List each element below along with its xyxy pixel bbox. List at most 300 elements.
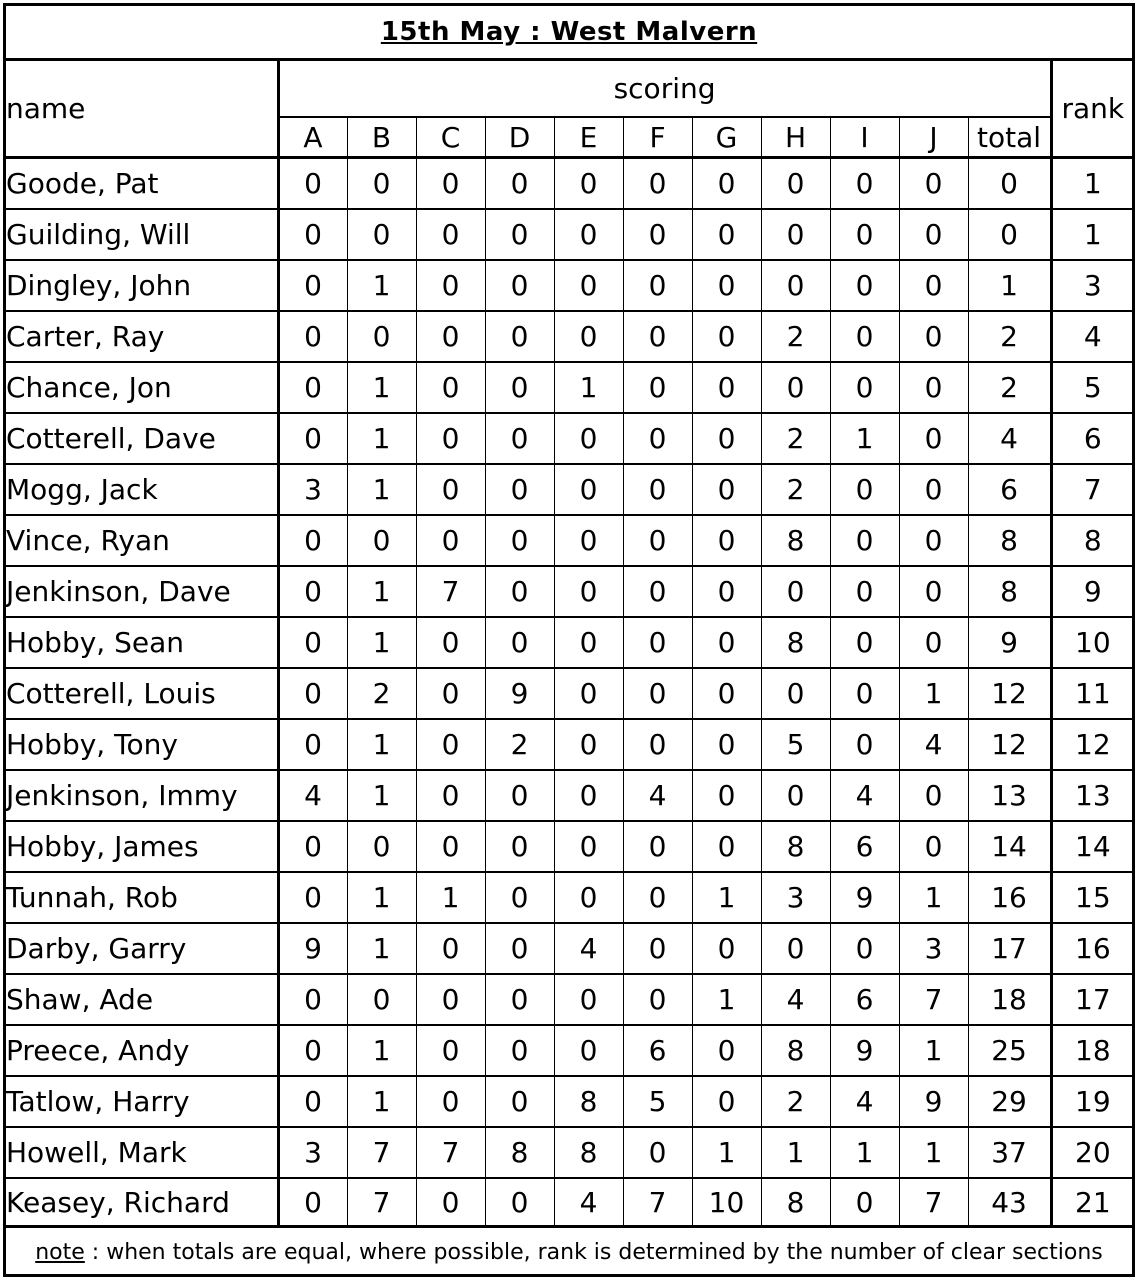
rank-cell: 10 xyxy=(1051,617,1133,668)
score-cell-a: 0 xyxy=(278,872,347,923)
score-cell-h: 2 xyxy=(761,1076,830,1127)
score-cell-d: 0 xyxy=(485,158,554,210)
score-cell-f: 5 xyxy=(623,1076,692,1127)
score-cell-f: 0 xyxy=(623,617,692,668)
competitor-name: Goode, Pat xyxy=(6,158,278,210)
score-cell-a: 0 xyxy=(278,974,347,1025)
score-cell-a: 0 xyxy=(278,515,347,566)
score-cell-c: 0 xyxy=(416,617,485,668)
score-cell-a: 0 xyxy=(278,719,347,770)
rank-cell: 14 xyxy=(1051,821,1133,872)
competitor-name: Cotterell, Louis xyxy=(6,668,278,719)
score-cell-j: 0 xyxy=(899,515,968,566)
sheet-title xyxy=(6,6,1132,61)
score-cell-c: 0 xyxy=(416,515,485,566)
score-cell-c: 0 xyxy=(416,974,485,1025)
score-cell-j: 0 xyxy=(899,158,968,210)
section-header-b: B xyxy=(347,117,416,158)
score-cell-f: 0 xyxy=(623,923,692,974)
score-cell-g: 0 xyxy=(692,1076,761,1127)
table-row xyxy=(6,1127,1133,1178)
total-cell: 16 xyxy=(968,872,1051,923)
total-cell: 29 xyxy=(968,1076,1051,1127)
score-cell-d: 0 xyxy=(485,770,554,821)
score-cell-c: 7 xyxy=(416,566,485,617)
score-cell-j: 0 xyxy=(899,362,968,413)
score-cell-i: 9 xyxy=(830,1025,899,1076)
score-cell-d: 8 xyxy=(485,1127,554,1178)
score-cell-i: 0 xyxy=(830,464,899,515)
score-cell-j: 7 xyxy=(899,1178,968,1227)
score-cell-i: 1 xyxy=(830,413,899,464)
score-cell-j: 0 xyxy=(899,821,968,872)
score-cell-b: 0 xyxy=(347,311,416,362)
score-cell-f: 0 xyxy=(623,464,692,515)
score-cell-i: 0 xyxy=(830,566,899,617)
score-cell-c: 0 xyxy=(416,413,485,464)
score-cell-j: 4 xyxy=(899,719,968,770)
score-cell-e: 0 xyxy=(554,872,623,923)
total-cell: 9 xyxy=(968,617,1051,668)
competitor-name: Shaw, Ade xyxy=(6,974,278,1025)
score-cell-e: 0 xyxy=(554,821,623,872)
score-cell-e: 0 xyxy=(554,617,623,668)
score-cell-f: 0 xyxy=(623,158,692,210)
score-cell-e: 0 xyxy=(554,464,623,515)
score-cell-i: 4 xyxy=(830,770,899,821)
score-cell-h: 0 xyxy=(761,209,830,260)
score-cell-g: 0 xyxy=(692,719,761,770)
score-cell-h: 8 xyxy=(761,1178,830,1227)
rank-cell: 3 xyxy=(1051,260,1133,311)
competitor-name: Jenkinson, Immy xyxy=(6,770,278,821)
rank-cell: 20 xyxy=(1051,1127,1133,1178)
score-cell-g: 0 xyxy=(692,668,761,719)
score-cell-c: 0 xyxy=(416,770,485,821)
score-cell-i: 0 xyxy=(830,668,899,719)
score-cell-g: 0 xyxy=(692,158,761,210)
competitor-name: Dingley, John xyxy=(6,260,278,311)
total-cell: 14 xyxy=(968,821,1051,872)
score-cell-b: 1 xyxy=(347,719,416,770)
section-header-d: D xyxy=(485,117,554,158)
score-cell-j: 9 xyxy=(899,1076,968,1127)
competitor-name: Hobby, Tony xyxy=(6,719,278,770)
score-cell-j: 0 xyxy=(899,209,968,260)
table-row xyxy=(6,719,1133,770)
table-header xyxy=(6,61,1133,158)
score-cell-d: 0 xyxy=(485,566,554,617)
score-cell-e: 0 xyxy=(554,1025,623,1076)
rank-cell: 8 xyxy=(1051,515,1133,566)
score-cell-e: 0 xyxy=(554,719,623,770)
score-cell-i: 0 xyxy=(830,515,899,566)
competitor-name: Mogg, Jack xyxy=(6,464,278,515)
score-cell-a: 4 xyxy=(278,770,347,821)
score-cell-a: 0 xyxy=(278,413,347,464)
total-cell: 2 xyxy=(968,362,1051,413)
score-cell-a: 0 xyxy=(278,1025,347,1076)
score-cell-c: 0 xyxy=(416,362,485,413)
score-cell-h: 0 xyxy=(761,770,830,821)
score-cell-h: 0 xyxy=(761,260,830,311)
rank-cell: 16 xyxy=(1051,923,1133,974)
score-cell-i: 0 xyxy=(830,158,899,210)
score-cell-b: 1 xyxy=(347,617,416,668)
total-cell: 25 xyxy=(968,1025,1051,1076)
score-cell-g: 0 xyxy=(692,566,761,617)
score-cell-i: 6 xyxy=(830,821,899,872)
table-row xyxy=(6,821,1133,872)
rank-cell: 17 xyxy=(1051,974,1133,1025)
score-cell-i: 9 xyxy=(830,872,899,923)
score-cell-d: 9 xyxy=(485,668,554,719)
score-cell-d: 0 xyxy=(485,311,554,362)
competitor-name: Cotterell, Dave xyxy=(6,413,278,464)
score-cell-i: 6 xyxy=(830,974,899,1025)
score-cell-g: 0 xyxy=(692,515,761,566)
score-cell-b: 0 xyxy=(347,974,416,1025)
score-cell-e: 0 xyxy=(554,668,623,719)
section-header-h: H xyxy=(761,117,830,158)
score-cell-d: 0 xyxy=(485,821,554,872)
score-cell-g: 0 xyxy=(692,311,761,362)
results-table xyxy=(6,61,1133,1228)
score-cell-f: 0 xyxy=(623,311,692,362)
total-cell: 18 xyxy=(968,974,1051,1025)
total-cell: 37 xyxy=(968,1127,1051,1178)
score-cell-j: 1 xyxy=(899,1127,968,1178)
total-cell: 1 xyxy=(968,260,1051,311)
score-cell-a: 0 xyxy=(278,311,347,362)
total-cell: 2 xyxy=(968,311,1051,362)
table-row xyxy=(6,362,1133,413)
table-row xyxy=(6,1178,1133,1227)
table-row xyxy=(6,872,1133,923)
score-cell-d: 0 xyxy=(485,974,554,1025)
score-cell-d: 0 xyxy=(485,1076,554,1127)
score-cell-a: 0 xyxy=(278,158,347,210)
score-cell-b: 0 xyxy=(347,515,416,566)
score-cell-b: 1 xyxy=(347,260,416,311)
table-row xyxy=(6,923,1133,974)
score-cell-i: 0 xyxy=(830,209,899,260)
score-cell-b: 1 xyxy=(347,464,416,515)
total-cell: 8 xyxy=(968,515,1051,566)
score-cell-d: 0 xyxy=(485,413,554,464)
score-cell-f: 0 xyxy=(623,413,692,464)
score-cell-f: 0 xyxy=(623,719,692,770)
score-cell-f: 6 xyxy=(623,1025,692,1076)
score-cell-e: 0 xyxy=(554,770,623,821)
table-row xyxy=(6,464,1133,515)
score-cell-h: 0 xyxy=(761,566,830,617)
score-cell-c: 0 xyxy=(416,260,485,311)
rank-cell: 4 xyxy=(1051,311,1133,362)
score-cell-j: 0 xyxy=(899,464,968,515)
note-text: : when totals are equal, where possible, rank is determined by the number of clear sections xyxy=(84,1239,1103,1265)
total-cell: 0 xyxy=(968,158,1051,210)
score-cell-b: 7 xyxy=(347,1178,416,1227)
competitor-name: Jenkinson, Dave xyxy=(6,566,278,617)
score-cell-f: 0 xyxy=(623,362,692,413)
table-row xyxy=(6,974,1133,1025)
score-cell-e: 0 xyxy=(554,209,623,260)
score-cell-h: 1 xyxy=(761,1127,830,1178)
score-cell-g: 0 xyxy=(692,209,761,260)
score-cell-a: 0 xyxy=(278,362,347,413)
score-cell-g: 0 xyxy=(692,362,761,413)
score-cell-a: 3 xyxy=(278,1127,347,1178)
rank-cell: 19 xyxy=(1051,1076,1133,1127)
rank-cell: 1 xyxy=(1051,158,1133,210)
score-cell-g: 1 xyxy=(692,872,761,923)
table-row xyxy=(6,209,1133,260)
score-cell-a: 0 xyxy=(278,1076,347,1127)
competitor-name: Hobby, James xyxy=(6,821,278,872)
score-cell-h: 2 xyxy=(761,464,830,515)
section-header-g: G xyxy=(692,117,761,158)
rank-header: rank xyxy=(1051,61,1133,158)
section-header-f: F xyxy=(623,117,692,158)
score-cell-c: 7 xyxy=(416,1127,485,1178)
section-header-c: C xyxy=(416,117,485,158)
score-cell-j: 0 xyxy=(899,566,968,617)
score-cell-d: 0 xyxy=(485,1025,554,1076)
score-cell-f: 0 xyxy=(623,209,692,260)
score-cell-e: 0 xyxy=(554,974,623,1025)
score-cell-d: 0 xyxy=(485,260,554,311)
score-cell-j: 1 xyxy=(899,668,968,719)
score-cell-a: 0 xyxy=(278,821,347,872)
score-cell-i: 0 xyxy=(830,311,899,362)
competitor-name: Guilding, Will xyxy=(6,209,278,260)
score-cell-c: 0 xyxy=(416,209,485,260)
competitor-name: Chance, Jon xyxy=(6,362,278,413)
score-cell-h: 8 xyxy=(761,1025,830,1076)
total-cell: 17 xyxy=(968,923,1051,974)
score-cell-g: 0 xyxy=(692,1025,761,1076)
score-cell-f: 0 xyxy=(623,260,692,311)
score-cell-c: 0 xyxy=(416,464,485,515)
table-row xyxy=(6,566,1133,617)
score-cell-j: 0 xyxy=(899,413,968,464)
score-cell-c: 0 xyxy=(416,311,485,362)
rank-cell: 9 xyxy=(1051,566,1133,617)
competitor-name: Howell, Mark xyxy=(6,1127,278,1178)
score-cell-g: 0 xyxy=(692,413,761,464)
score-cell-b: 1 xyxy=(347,1025,416,1076)
score-cell-b: 0 xyxy=(347,209,416,260)
score-cell-c: 0 xyxy=(416,923,485,974)
table-body xyxy=(6,158,1133,1227)
score-cell-i: 0 xyxy=(830,923,899,974)
section-header-e: E xyxy=(554,117,623,158)
score-cell-d: 0 xyxy=(485,923,554,974)
competitor-name: Carter, Ray xyxy=(6,311,278,362)
score-cell-b: 0 xyxy=(347,158,416,210)
score-cell-c: 1 xyxy=(416,872,485,923)
score-cell-a: 0 xyxy=(278,1178,347,1227)
rank-cell: 18 xyxy=(1051,1025,1133,1076)
score-cell-a: 0 xyxy=(278,209,347,260)
score-cell-b: 1 xyxy=(347,362,416,413)
score-cell-f: 0 xyxy=(623,515,692,566)
score-cell-h: 4 xyxy=(761,974,830,1025)
section-header-a: A xyxy=(278,117,347,158)
score-cell-b: 1 xyxy=(347,413,416,464)
score-cell-d: 2 xyxy=(485,719,554,770)
competitor-name: Vince, Ryan xyxy=(6,515,278,566)
score-cell-g: 0 xyxy=(692,617,761,668)
score-cell-f: 0 xyxy=(623,821,692,872)
note-label: note xyxy=(35,1239,85,1265)
name-header: name xyxy=(6,61,278,158)
score-cell-h: 3 xyxy=(761,872,830,923)
score-cell-e: 8 xyxy=(554,1127,623,1178)
score-cell-j: 1 xyxy=(899,872,968,923)
score-cell-f: 0 xyxy=(623,566,692,617)
score-cell-a: 3 xyxy=(278,464,347,515)
total-header: total xyxy=(968,117,1051,158)
score-cell-h: 0 xyxy=(761,362,830,413)
total-cell: 12 xyxy=(968,668,1051,719)
score-cell-c: 0 xyxy=(416,719,485,770)
total-cell: 6 xyxy=(968,464,1051,515)
total-cell: 0 xyxy=(968,209,1051,260)
results-sheet xyxy=(3,3,1135,1277)
score-cell-f: 0 xyxy=(623,1127,692,1178)
rank-cell: 5 xyxy=(1051,362,1133,413)
score-cell-i: 0 xyxy=(830,260,899,311)
score-cell-b: 2 xyxy=(347,668,416,719)
score-cell-h: 0 xyxy=(761,923,830,974)
score-cell-j: 0 xyxy=(899,260,968,311)
score-cell-i: 0 xyxy=(830,1178,899,1227)
score-cell-f: 7 xyxy=(623,1178,692,1227)
competitor-name: Darby, Garry xyxy=(6,923,278,974)
score-cell-h: 0 xyxy=(761,158,830,210)
score-cell-c: 0 xyxy=(416,668,485,719)
score-cell-c: 0 xyxy=(416,1025,485,1076)
footnote xyxy=(6,1230,1132,1274)
score-cell-c: 0 xyxy=(416,158,485,210)
score-cell-e: 4 xyxy=(554,1178,623,1227)
title-text: 15th May : West Malvern xyxy=(380,17,758,47)
score-cell-h: 5 xyxy=(761,719,830,770)
competitor-name: Tatlow, Harry xyxy=(6,1076,278,1127)
table-row xyxy=(6,311,1133,362)
score-cell-b: 1 xyxy=(347,1076,416,1127)
score-cell-h: 8 xyxy=(761,515,830,566)
score-cell-h: 8 xyxy=(761,821,830,872)
table-row xyxy=(6,515,1133,566)
score-cell-e: 0 xyxy=(554,566,623,617)
score-cell-i: 0 xyxy=(830,719,899,770)
score-cell-b: 7 xyxy=(347,1127,416,1178)
total-cell: 8 xyxy=(968,566,1051,617)
score-cell-j: 3 xyxy=(899,923,968,974)
score-cell-a: 9 xyxy=(278,923,347,974)
score-cell-b: 0 xyxy=(347,821,416,872)
rank-cell: 13 xyxy=(1051,770,1133,821)
score-cell-j: 0 xyxy=(899,770,968,821)
score-cell-f: 0 xyxy=(623,668,692,719)
total-cell: 4 xyxy=(968,413,1051,464)
score-cell-h: 2 xyxy=(761,311,830,362)
score-cell-c: 0 xyxy=(416,1178,485,1227)
score-cell-a: 0 xyxy=(278,617,347,668)
total-cell: 13 xyxy=(968,770,1051,821)
score-cell-e: 0 xyxy=(554,413,623,464)
score-cell-f: 4 xyxy=(623,770,692,821)
score-cell-i: 0 xyxy=(830,362,899,413)
score-cell-e: 0 xyxy=(554,158,623,210)
rank-cell: 11 xyxy=(1051,668,1133,719)
score-cell-a: 0 xyxy=(278,260,347,311)
score-cell-e: 4 xyxy=(554,923,623,974)
score-cell-b: 1 xyxy=(347,923,416,974)
table-row xyxy=(6,770,1133,821)
score-cell-d: 0 xyxy=(485,209,554,260)
score-cell-a: 0 xyxy=(278,566,347,617)
rank-cell: 15 xyxy=(1051,872,1133,923)
score-cell-i: 1 xyxy=(830,1127,899,1178)
score-cell-g: 0 xyxy=(692,464,761,515)
score-cell-h: 0 xyxy=(761,668,830,719)
score-cell-j: 0 xyxy=(899,617,968,668)
score-cell-g: 0 xyxy=(692,923,761,974)
score-cell-d: 0 xyxy=(485,362,554,413)
rank-cell: 12 xyxy=(1051,719,1133,770)
score-cell-d: 0 xyxy=(485,515,554,566)
score-cell-g: 0 xyxy=(692,260,761,311)
table-row xyxy=(6,413,1133,464)
score-cell-g: 0 xyxy=(692,770,761,821)
score-cell-g: 1 xyxy=(692,1127,761,1178)
rank-cell: 21 xyxy=(1051,1178,1133,1227)
score-cell-i: 4 xyxy=(830,1076,899,1127)
score-cell-d: 0 xyxy=(485,617,554,668)
score-cell-g: 10 xyxy=(692,1178,761,1227)
score-cell-i: 0 xyxy=(830,617,899,668)
score-cell-b: 1 xyxy=(347,770,416,821)
score-cell-a: 0 xyxy=(278,668,347,719)
score-cell-g: 0 xyxy=(692,821,761,872)
score-cell-h: 8 xyxy=(761,617,830,668)
score-cell-j: 7 xyxy=(899,974,968,1025)
score-cell-d: 0 xyxy=(485,464,554,515)
table-row xyxy=(6,668,1133,719)
total-cell: 12 xyxy=(968,719,1051,770)
table-row xyxy=(6,1025,1133,1076)
score-cell-e: 0 xyxy=(554,260,623,311)
score-cell-g: 1 xyxy=(692,974,761,1025)
table-row xyxy=(6,617,1133,668)
score-cell-d: 0 xyxy=(485,872,554,923)
score-cell-e: 1 xyxy=(554,362,623,413)
competitor-name: Keasey, Richard xyxy=(6,1178,278,1227)
score-cell-c: 0 xyxy=(416,821,485,872)
scoring-header: scoring xyxy=(278,61,1051,117)
score-cell-f: 0 xyxy=(623,872,692,923)
section-header-j: J xyxy=(899,117,968,158)
rank-cell: 6 xyxy=(1051,413,1133,464)
score-cell-f: 0 xyxy=(623,974,692,1025)
table-row xyxy=(6,260,1133,311)
rank-cell: 7 xyxy=(1051,464,1133,515)
competitor-name: Tunnah, Rob xyxy=(6,872,278,923)
